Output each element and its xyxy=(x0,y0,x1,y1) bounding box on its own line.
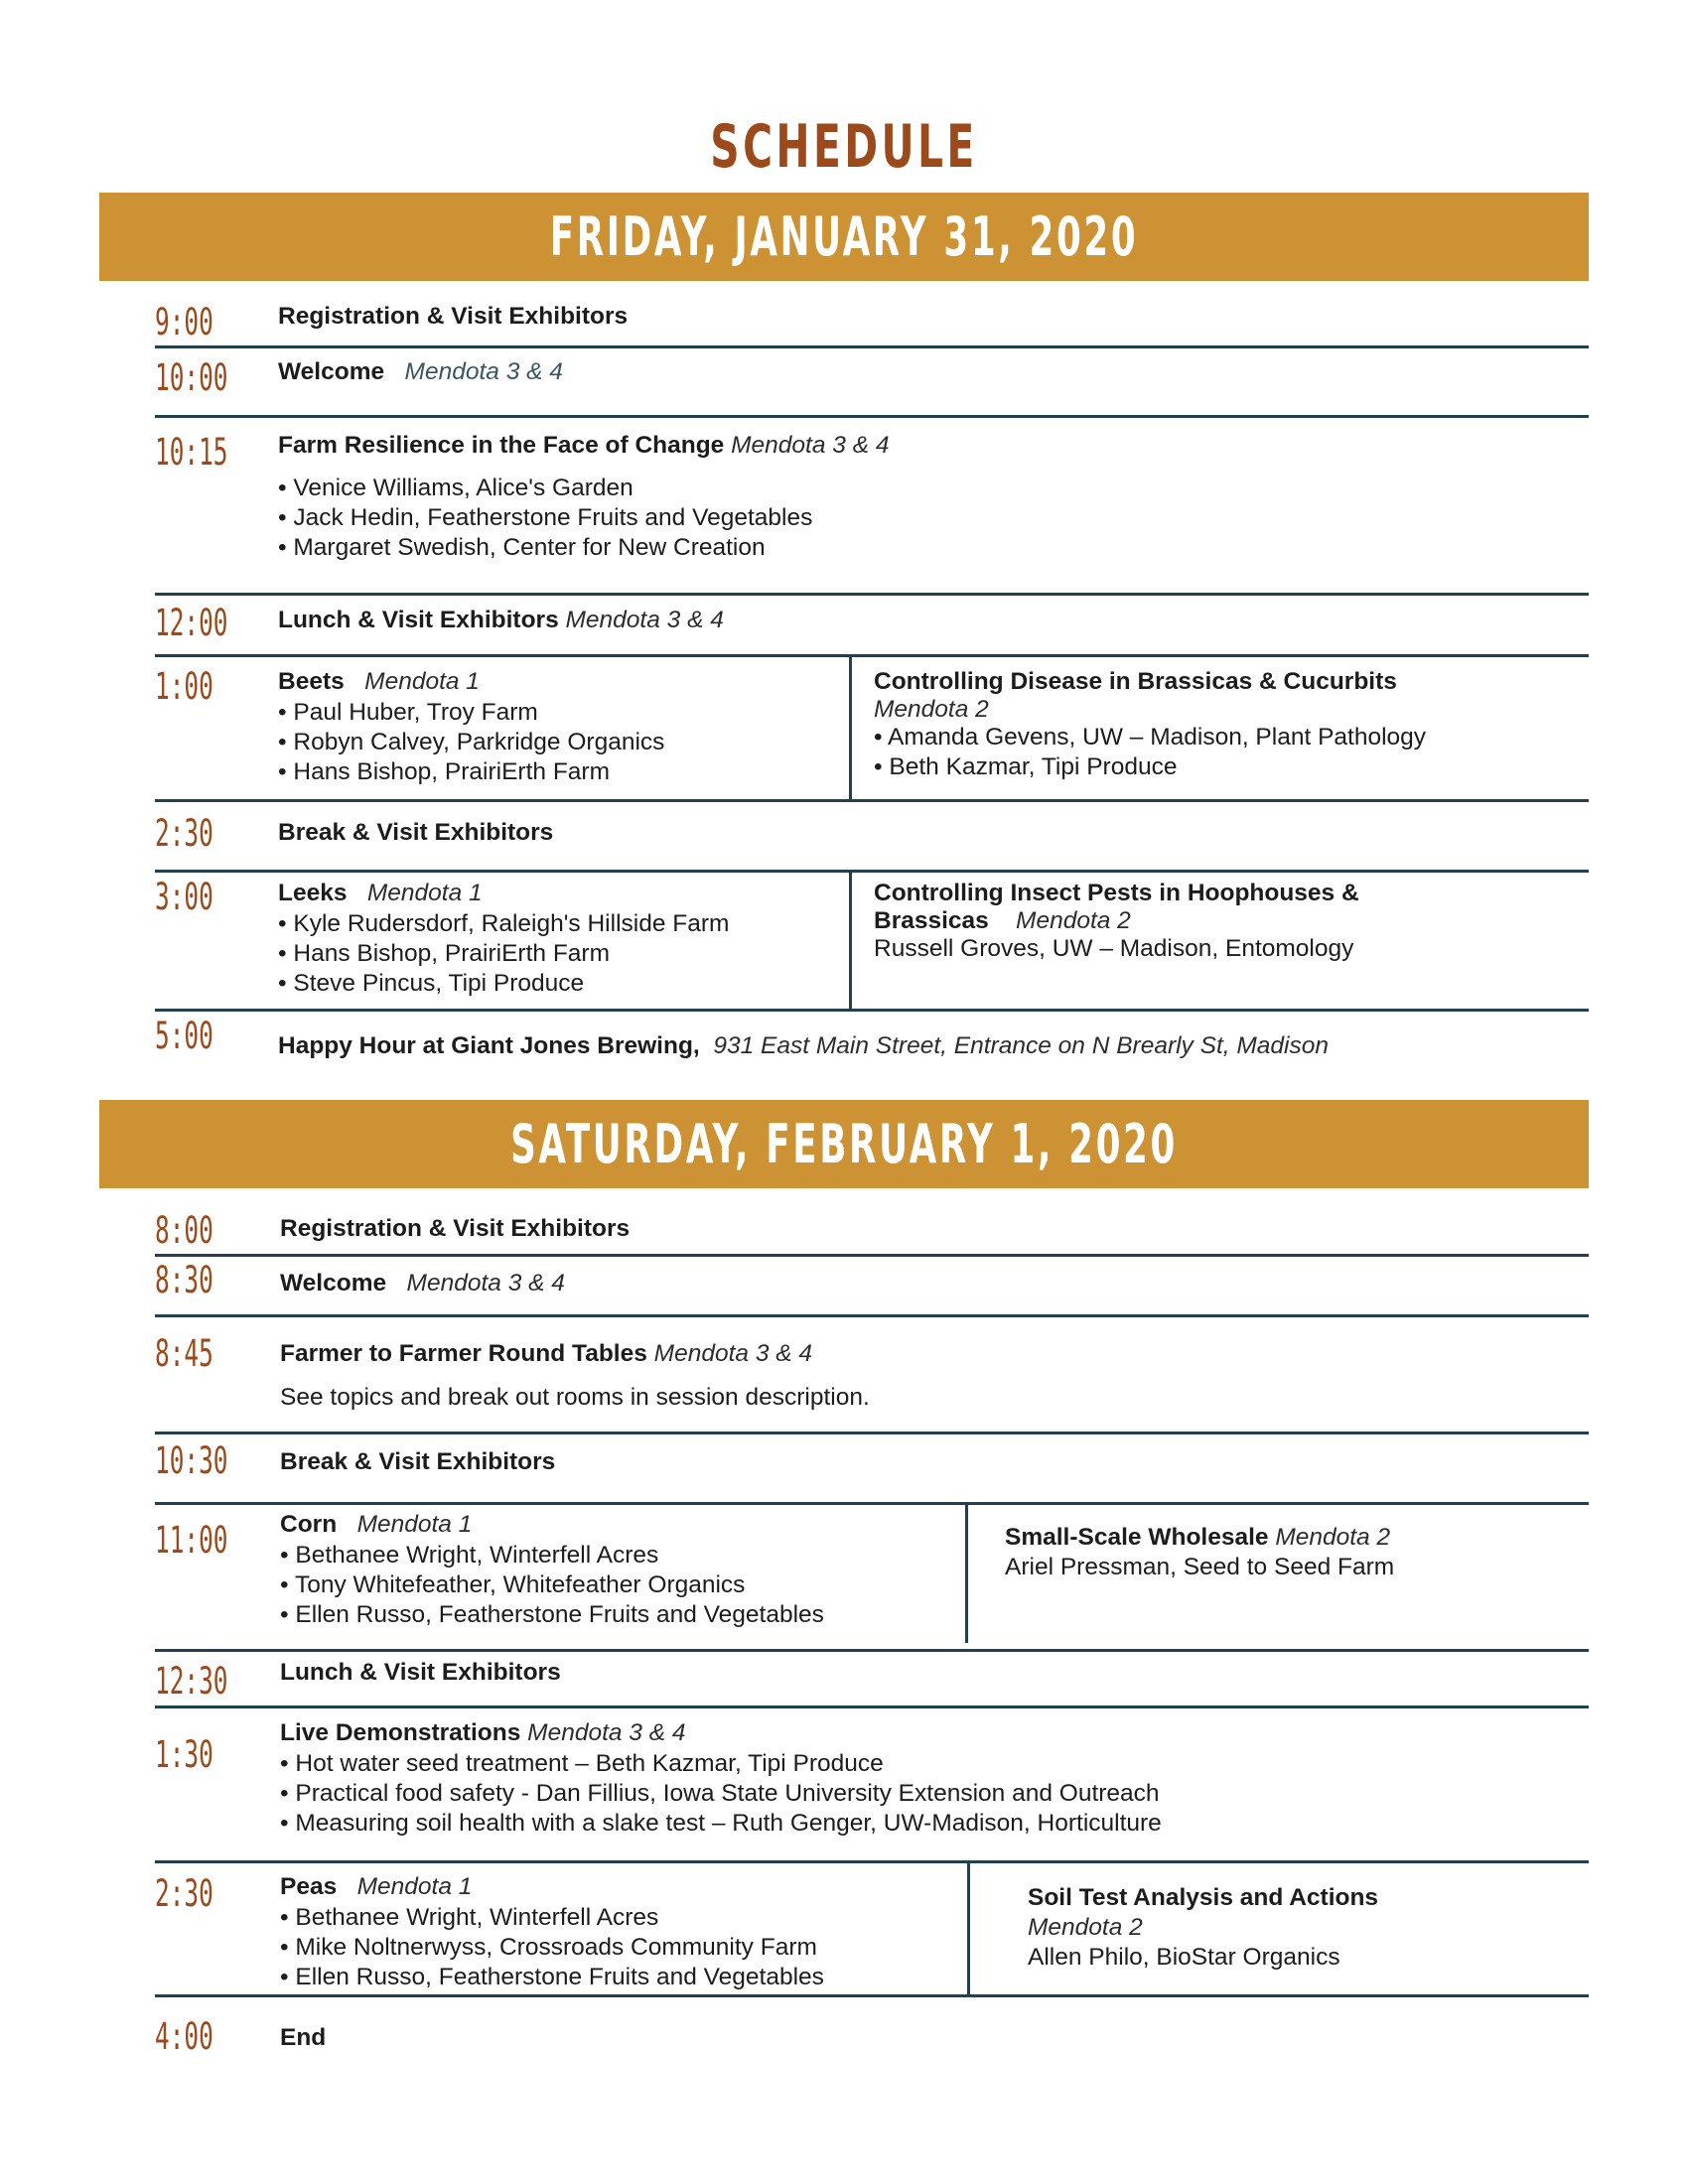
time-label: 11:00 xyxy=(155,1519,228,1562)
session-title: Controlling Insect Pests in Hoophouses & xyxy=(874,880,1359,906)
list-item: • Paul Huber, Troy Farm xyxy=(278,698,664,728)
page-title: SCHEDULE xyxy=(710,112,978,182)
time-label: 8:30 xyxy=(155,1259,213,1301)
session-title: Break & Visit Exhibitors xyxy=(278,819,554,846)
list-item: • Bethanee Wright, Winterfell Acres xyxy=(280,1541,824,1570)
divider xyxy=(155,1432,1589,1434)
session-line xyxy=(278,357,563,387)
divider xyxy=(155,1502,1589,1505)
session-line xyxy=(280,1339,812,1369)
speaker: Russell Groves, UW – Madison, Entomology xyxy=(874,935,1354,962)
list-item: • Venice Williams, Alice's Garden xyxy=(278,474,812,503)
session-title: Peas xyxy=(280,1873,338,1900)
list-item: • Bethanee Wright, Winterfell Acres xyxy=(280,1903,824,1933)
room-label: Mendota 2 xyxy=(1028,1914,1143,1941)
day-header-friday xyxy=(99,193,1589,281)
session-title: Live Demonstrations xyxy=(280,1719,521,1746)
column-divider xyxy=(965,1504,968,1643)
list-item: • Kyle Rudersdorf, Raleigh's Hillside Farm xyxy=(278,909,729,939)
location-label: 931 East Main Street, Entrance on N Brearly St, Madison xyxy=(713,1032,1329,1059)
time-label: 10:00 xyxy=(155,356,228,399)
divider xyxy=(155,593,1589,596)
speaker-list xyxy=(278,698,664,787)
time-label: 10:15 xyxy=(155,431,228,474)
list-item: • Jack Hedin, Featherstone Fruits and Vegetables xyxy=(278,503,812,533)
divider xyxy=(155,799,1589,802)
column-divider xyxy=(849,656,852,800)
list-item: • Tony Whitefeather, Whitefeather Organics xyxy=(280,1570,824,1600)
list-item: • Ellen Russo, Featherstone Fruits and Vegetables xyxy=(280,1963,824,1992)
session-note: See topics and break out rooms in session description. xyxy=(280,1384,870,1411)
room-label: Mendota 2 xyxy=(1275,1524,1391,1551)
list-item: • Amanda Gevens, UW – Madison, Plant Pathology xyxy=(874,723,1426,752)
time-label: 5:00 xyxy=(155,1015,213,1057)
speaker: Allen Philo, BioStar Organics xyxy=(1028,1944,1340,1971)
session-title: Controlling Disease in Brassicas & Cucurbits xyxy=(874,668,1397,695)
session-line xyxy=(278,606,724,635)
divider xyxy=(155,415,1589,418)
session-title: Break & Visit Exhibitors xyxy=(280,1448,556,1475)
session-line xyxy=(874,906,1131,936)
time-label: 4:00 xyxy=(155,2015,213,2058)
speaker-list xyxy=(280,1903,824,1992)
time-label: 8:45 xyxy=(155,1332,213,1375)
room-label: Mendota 1 xyxy=(364,668,480,695)
divider xyxy=(155,345,1589,348)
column-divider xyxy=(967,1862,970,1996)
session-title: Corn xyxy=(280,1511,338,1538)
divider xyxy=(155,1860,1589,1863)
time-label: 9:00 xyxy=(155,301,213,343)
session-title: Small-Scale Wholesale xyxy=(1005,1524,1269,1551)
demo-list xyxy=(280,1749,1162,1839)
divider xyxy=(155,1649,1589,1652)
time-label: 1:00 xyxy=(155,665,213,708)
session-line xyxy=(278,667,480,697)
session-line xyxy=(278,1031,1329,1061)
room-label: Mendota 3 & 4 xyxy=(565,607,724,633)
speaker-list xyxy=(278,474,812,563)
time-label: 12:00 xyxy=(155,602,228,644)
speaker-list xyxy=(280,1541,824,1630)
time-label: 2:30 xyxy=(155,812,213,855)
session-title: Registration & Visit Exhibitors xyxy=(280,1215,631,1242)
session-title: Farm Resilience in the Face of Change xyxy=(278,432,725,459)
session-title: Farmer to Farmer Round Tables xyxy=(280,1340,647,1367)
divider xyxy=(155,1706,1589,1708)
list-item: • Measuring soil health with a slake test – Ruth Genger, UW-Madison, Horticulture xyxy=(280,1809,1162,1839)
session-title: Lunch & Visit Exhibitors xyxy=(278,607,559,633)
list-item: • Steve Pincus, Tipi Produce xyxy=(278,969,729,999)
session-title: Happy Hour at Giant Jones Brewing, xyxy=(278,1032,700,1059)
room-label: Mendota 3 & 4 xyxy=(404,358,563,385)
session-line xyxy=(1005,1523,1390,1553)
list-item: • Robyn Calvey, Parkridge Organics xyxy=(278,728,664,757)
room-label: Mendota 2 xyxy=(874,696,989,723)
room-label: Mendota 1 xyxy=(366,880,483,906)
session-title-continued: Brassicas xyxy=(874,907,989,934)
list-item: • Ellen Russo, Featherstone Fruits and Vegetables xyxy=(280,1600,824,1630)
divider xyxy=(155,654,1589,657)
time-label: 1:30 xyxy=(155,1733,213,1776)
session-line xyxy=(280,1510,472,1540)
room-label: Mendota 3 & 4 xyxy=(731,432,890,459)
room-label: Mendota 2 xyxy=(1016,907,1131,934)
room-label: Mendota 1 xyxy=(356,1511,473,1538)
session-line xyxy=(280,1269,565,1298)
time-label: 10:30 xyxy=(155,1439,228,1482)
time-label: 8:00 xyxy=(155,1209,213,1252)
divider xyxy=(155,1994,1589,1997)
session-line xyxy=(278,879,483,908)
session-title: Welcome xyxy=(280,1270,387,1297)
list-item: • Mike Noltnerwyss, Crossroads Community Farm xyxy=(280,1933,824,1963)
session-line xyxy=(278,431,889,461)
list-item: • Practical food safety - Dan Fillius, Iowa State University Extension and Outreach xyxy=(280,1779,1162,1809)
list-item: • Hans Bishop, PrairiErth Farm xyxy=(278,757,664,787)
time-label: 12:30 xyxy=(155,1660,228,1703)
session-title: Soil Test Analysis and Actions xyxy=(1028,1884,1379,1911)
list-item: • Margaret Swedish, Center for New Creation xyxy=(278,533,812,563)
session-line xyxy=(280,1718,686,1748)
session-title: Beets xyxy=(278,668,345,695)
divider xyxy=(155,870,1589,873)
list-item: • Hot water seed treatment – Beth Kazmar, Tipi Produce xyxy=(280,1749,1162,1779)
session-title: Registration & Visit Exhibitors xyxy=(278,303,629,330)
divider xyxy=(155,1254,1589,1257)
divider xyxy=(155,1314,1589,1317)
room-label: Mendota 1 xyxy=(356,1873,473,1900)
session-title: Welcome xyxy=(278,358,385,385)
list-item: • Beth Kazmar, Tipi Produce xyxy=(874,752,1426,782)
column-divider xyxy=(849,872,852,1011)
day-heading: FRIDAY, JANUARY 31, 2020 xyxy=(549,205,1139,268)
room-label: Mendota 3 & 4 xyxy=(406,1270,565,1297)
session-title: Leeks xyxy=(278,880,348,906)
speaker-list xyxy=(278,909,729,999)
room-label: Mendota 3 & 4 xyxy=(653,1340,813,1367)
divider xyxy=(155,1009,1589,1012)
day-heading: SATURDAY, FEBRUARY 1, 2020 xyxy=(510,1113,1178,1175)
session-title: Lunch & Visit Exhibitors xyxy=(280,1659,561,1686)
list-item: • Hans Bishop, PrairiErth Farm xyxy=(278,939,729,969)
time-label: 2:30 xyxy=(155,1872,213,1915)
time-label: 3:00 xyxy=(155,876,213,918)
speaker-list xyxy=(874,723,1426,782)
session-title: End xyxy=(280,2024,327,2051)
session-line xyxy=(280,1872,472,1902)
day-header-saturday xyxy=(99,1100,1589,1188)
room-label: Mendota 3 & 4 xyxy=(527,1719,686,1746)
speaker: Ariel Pressman, Seed to Seed Farm xyxy=(1005,1554,1395,1580)
